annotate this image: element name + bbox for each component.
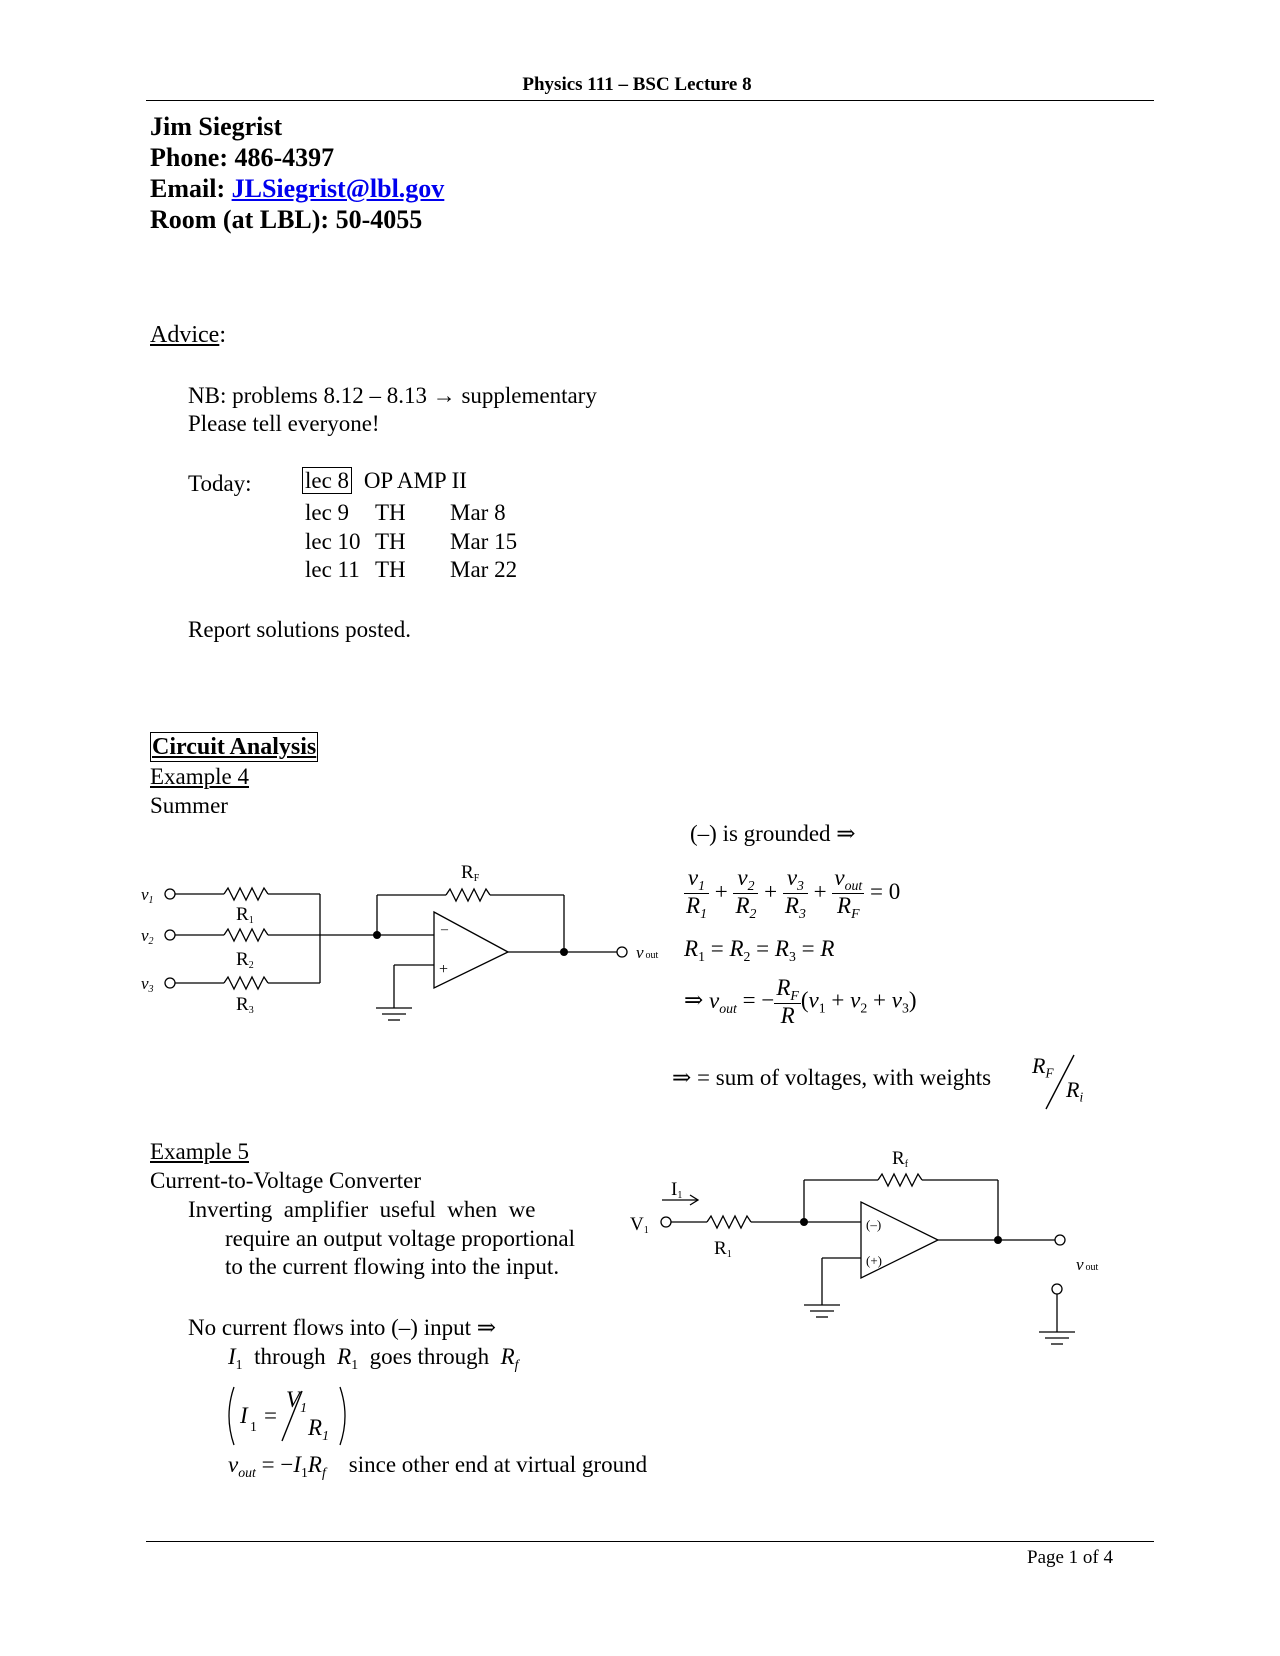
r3-label: R3: [236, 994, 254, 1016]
schedule-date-2: Mar 8: [450, 500, 506, 525]
email-label: Email:: [150, 174, 226, 203]
today-label: Today:: [188, 471, 252, 496]
page-header-title: Physics 111 – BSC Lecture 8: [522, 74, 752, 95]
page-number: Page 1 of 4: [1027, 1547, 1114, 1568]
i1-label: I1: [671, 1179, 683, 1201]
advice-heading-text: Advice: [150, 322, 220, 348]
schedule-day-1: OP AMP II: [363, 468, 467, 493]
schedule-day-3: TH: [375, 529, 406, 554]
converter-rf-label: Rf: [892, 1148, 909, 1170]
email-link[interactable]: JLSiegrist@lbl.gov: [231, 174, 445, 203]
converter-ground-terminal: [1052, 1284, 1062, 1294]
phone-value: 486-4397: [234, 143, 335, 172]
converter-plus-label: (+): [866, 1253, 882, 1268]
converter-rf-resistor: [878, 1174, 922, 1186]
schedule-day-2: TH: [375, 500, 406, 525]
example5-desc-2: require an output voltage proportional: [225, 1226, 576, 1251]
r2-label: R2: [236, 949, 254, 971]
schedule-lec-4: lec 11: [305, 557, 360, 582]
advice-tell-line: Please tell everyone!: [188, 411, 380, 436]
schedule-day-4: TH: [375, 557, 406, 582]
current-path-line: $I_1$ through $R_1$ goes through $R_f$: [228, 1344, 519, 1372]
no-current-line: No current flows into (–) input ⇒: [188, 1315, 496, 1340]
converter-v1-label: V1: [630, 1214, 649, 1236]
converter-r1-resistor: [707, 1216, 751, 1228]
report-line: Report solutions posted.: [188, 617, 411, 642]
schedule-lec-1: lec 8: [302, 467, 352, 494]
advice-heading: Advice:: [150, 322, 226, 348]
example5-title: Example 5: [150, 1139, 249, 1164]
grounded-line: (–) is grounded ⇒: [690, 821, 856, 846]
summer-vout-label: vout: [636, 943, 659, 962]
footer-rule: [146, 1541, 1154, 1542]
vout-sum-equation: ⇒ $v_{out}$ = − $\frac{R_F}{R}$ $(v_1 + v_2 + v_3)$: [684, 975, 917, 1029]
example4-subtitle: Summer: [150, 793, 228, 818]
i1-equation: I 1 = $V_1$ $R_1$: [224, 1385, 354, 1445]
converter-vout-terminal: [1055, 1235, 1065, 1245]
example4-title: Example 4: [150, 764, 249, 789]
sum-voltages-line: ⇒ = sum of voltages, with weights: [672, 1065, 992, 1090]
schedule-lec-2: lec 9: [305, 500, 350, 525]
schedule-date-4: Mar 22: [450, 557, 518, 582]
weights-fraction: $R_F$ $R_i$: [1032, 1053, 1092, 1111]
v1-label: v1: [141, 885, 154, 906]
converter-minus-label: (–): [866, 1217, 882, 1232]
phone-label: Phone:: [150, 143, 228, 172]
schedule-date-3: Mar 15: [450, 529, 518, 554]
kcl-equation: $\frac{v_1}{R_1}$ + $\frac{v_2}{R_2}$ + $\frac{v_3}{R_3}$ + $\frac{v_{out}}{R_F}$ = 0: [686, 865, 901, 922]
example5-desc-1: Inverting amplifier useful when we: [188, 1197, 536, 1222]
svg-text:+: +: [439, 961, 449, 978]
contact-name: Jim Siegrist: [150, 112, 283, 141]
equal-resistors-equation: $R_1 = R_2 = R_3 = R$: [684, 936, 835, 964]
vout-converter-equation: $v_{out} = -I_1R_f$ since other end at virtual ground: [228, 1452, 648, 1480]
room-value: 50-4055: [335, 205, 423, 234]
advice-nb-line: NB: problems 8.12 – 8.13 → supplementary: [188, 383, 597, 408]
example5-desc-3: to the current flowing into the input.: [225, 1254, 560, 1279]
svg-text:–: –: [441, 922, 448, 937]
v2-label: v2: [141, 926, 154, 947]
converter-v1-terminal: [661, 1217, 671, 1227]
circuit-analysis-heading: Circuit Analysis: [152, 734, 317, 760]
example5-subtitle: Current-to-Voltage Converter: [150, 1168, 422, 1193]
v3-label: v3: [141, 974, 154, 995]
schedule-lec-3: lec 10: [305, 529, 361, 554]
converter-vout-label: vout: [1076, 1255, 1099, 1274]
r1-label: R1: [236, 904, 254, 926]
converter-r1-label: R1: [714, 1238, 732, 1260]
room-label: Room (at LBL):: [150, 205, 330, 234]
rf-label: RF: [461, 862, 480, 884]
